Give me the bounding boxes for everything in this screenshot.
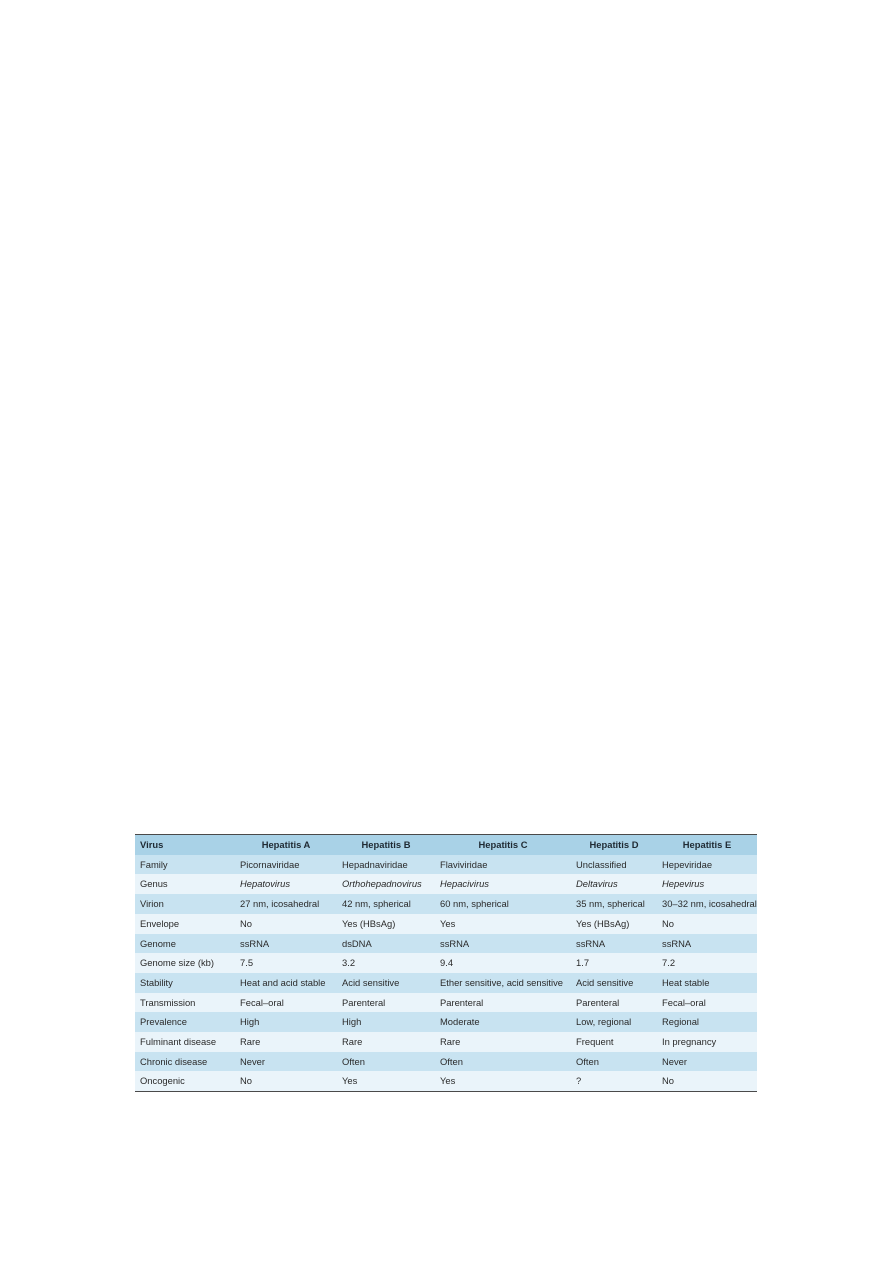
header-hepatitis-c: Hepatitis C: [478, 839, 528, 850]
table-cell: Heat stable: [662, 976, 710, 988]
table-cell: 27 nm, icosahedral: [240, 898, 320, 910]
table-cell: Yes (HBsAg): [576, 917, 630, 929]
table-cell: Unclassified: [576, 858, 627, 870]
table-cell: Never: [662, 1055, 688, 1067]
table-cell: Often: [342, 1055, 365, 1067]
table-cell: Hepeviridae: [662, 858, 713, 870]
table-cell: 3.2: [342, 957, 356, 969]
table-cell: No: [662, 1075, 674, 1087]
table-cell: 1.7: [576, 957, 590, 969]
table-cell: Low, regional: [576, 1016, 632, 1028]
table-row-family: [135, 855, 757, 875]
table-row-virion: [135, 894, 757, 914]
table-cell: Frequent: [576, 1036, 614, 1048]
table-cell: Never: [240, 1055, 266, 1067]
table-row-genome-size: [135, 953, 757, 973]
table-cell: 42 nm, spherical: [342, 898, 411, 910]
table-cell: Yes (HBsAg): [342, 917, 396, 929]
table-cell: 60 nm, spherical: [440, 898, 509, 910]
table-cell: Rare: [342, 1036, 363, 1048]
table-cell: 9.4: [440, 957, 454, 969]
table-row-transmission: [135, 993, 757, 1013]
table-cell: Fecal–oral: [662, 996, 706, 1008]
table-cell: Moderate: [440, 1016, 480, 1028]
table-row-genus: [135, 874, 757, 894]
table-row-fulminant-disease: [135, 1032, 757, 1052]
table-row-stability: [135, 973, 757, 993]
table-cell: Yes: [342, 1075, 358, 1087]
row-label: Genome size (kb): [140, 957, 214, 969]
header-hepatitis-b: Hepatitis B: [361, 839, 411, 850]
header-hepatitis-a: Hepatitis A: [261, 839, 311, 850]
table-cell: ssRNA: [576, 937, 606, 949]
table-cell: Rare: [440, 1036, 461, 1048]
header-hepatitis-d: Hepatitis D: [589, 839, 639, 850]
row-label: Genus: [140, 878, 168, 890]
table-cell: Hepatovirus: [240, 878, 291, 890]
table-cell: Rare: [240, 1036, 261, 1048]
row-label: Fulminant disease: [140, 1036, 217, 1048]
table-cell: No: [240, 917, 252, 929]
row-label: Chronic disease: [140, 1055, 208, 1067]
table-row-chronic-disease: [135, 1052, 757, 1072]
table-cell: No: [240, 1075, 252, 1087]
row-label: Virion: [140, 898, 164, 910]
table-cell: 30–32 nm, icosahedral: [662, 898, 757, 910]
table-cell: ssRNA: [240, 937, 270, 949]
table-row-envelope: [135, 914, 757, 934]
row-label: Genome: [140, 937, 176, 949]
table-cell: Hepacivirus: [440, 878, 489, 890]
table-cell: Often: [440, 1055, 463, 1067]
table-cell: Picornaviridae: [240, 858, 300, 870]
table-cell: 35 nm, spherical: [576, 898, 645, 910]
table-cell: Fecal–oral: [240, 996, 284, 1008]
table-cell: ?: [576, 1075, 582, 1087]
table-cell: ssRNA: [662, 937, 692, 949]
table-cell: dsDNA: [342, 937, 372, 949]
row-label: Stability: [140, 976, 173, 988]
table-cell: Hepevirus: [662, 878, 705, 890]
table-cell: 7.5: [240, 957, 254, 969]
table-row-prevalence: [135, 1012, 757, 1032]
table-row-oncogenic: [135, 1071, 757, 1091]
hepatitis-virus-comparison-table: [135, 834, 757, 1092]
table-cell: Yes: [440, 917, 456, 929]
table-cell: Flaviviridae: [440, 858, 488, 870]
table-cell: Regional: [662, 1016, 700, 1028]
table-cell: Yes: [440, 1075, 456, 1087]
header-hepatitis-e: Hepatitis E: [682, 839, 732, 850]
table-cell: Acid sensitive: [576, 976, 634, 988]
table-cell: No: [662, 917, 674, 929]
table-cell: Parenteral: [342, 996, 386, 1008]
table-cell: Heat and acid stable: [240, 976, 326, 988]
table-cell: Often: [576, 1055, 599, 1067]
table-row-genome: [135, 934, 757, 954]
table-cell: Ether sensitive, acid sensitive: [440, 976, 563, 988]
table-cell: Orthohepadnovirus: [342, 878, 422, 890]
row-label: Envelope: [140, 917, 180, 929]
table-cell: Deltavirus: [576, 878, 618, 890]
table-cell: Hepadnaviridae: [342, 858, 408, 870]
table-cell: 7.2: [662, 957, 676, 969]
table-cell: In pregnancy: [662, 1036, 717, 1048]
row-label: Transmission: [140, 996, 196, 1008]
row-label: Family: [140, 858, 168, 870]
row-label: Prevalence: [140, 1016, 187, 1028]
header-virus: Virus: [140, 839, 164, 850]
table-cell: High: [342, 1016, 362, 1028]
row-label: Oncogenic: [140, 1075, 185, 1087]
table-cell: ssRNA: [440, 937, 470, 949]
table-cell: High: [240, 1016, 260, 1028]
table-cell: Parenteral: [576, 996, 620, 1008]
table-cell: Parenteral: [440, 996, 484, 1008]
table-cell: Acid sensitive: [342, 976, 400, 988]
table-header-row: [135, 835, 757, 855]
